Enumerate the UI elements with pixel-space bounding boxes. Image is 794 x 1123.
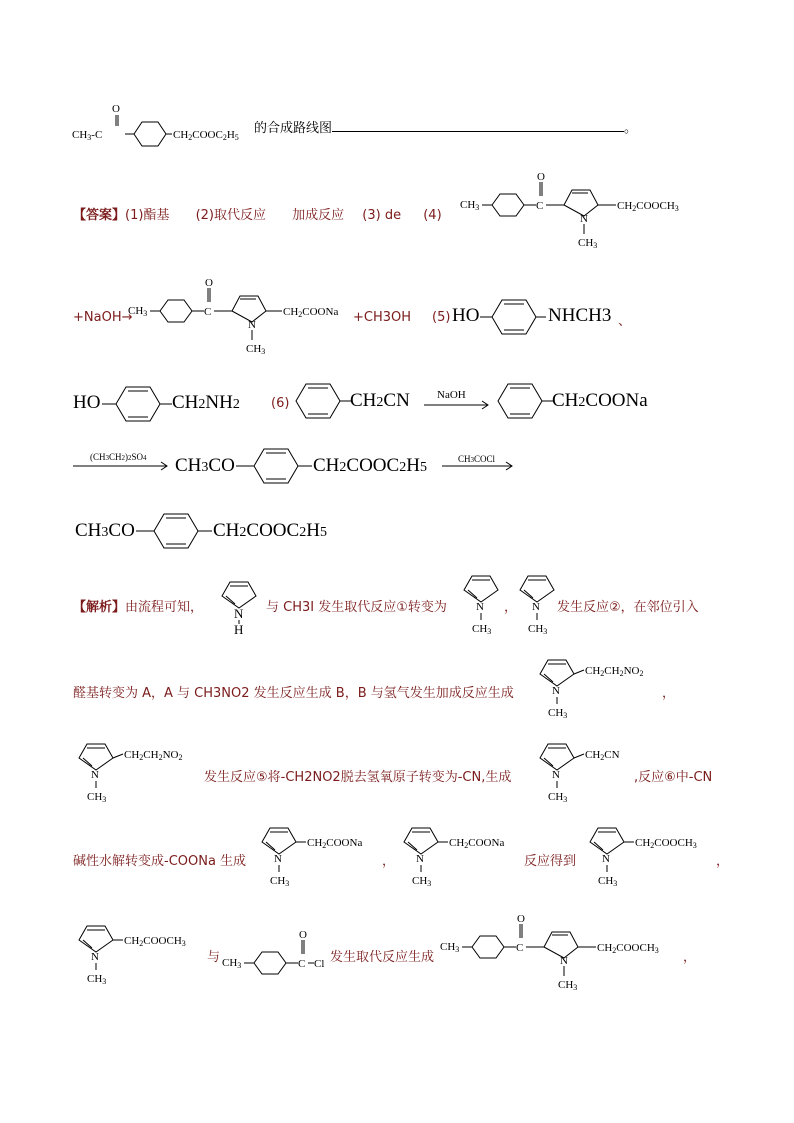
methylester-pyrrole-2 bbox=[73, 918, 213, 990]
final-product bbox=[440, 910, 680, 992]
p5-benzene bbox=[480, 294, 550, 340]
analysis-t5: 醛基转变为 A，A 与 CH3NO2 发生反应生成 B，B 与氢气发生加成反应生成 bbox=[73, 686, 514, 701]
ester-ring-1 bbox=[236, 443, 318, 489]
svg-text:CH3: CH3 bbox=[412, 875, 432, 888]
ch3co-text: CH3CO bbox=[175, 455, 235, 476]
svg-text:CH3: CH3 bbox=[270, 875, 290, 888]
benzylamine-ring bbox=[102, 381, 178, 427]
arrow-3 bbox=[442, 461, 518, 471]
product-ester: CH2COOC2H5 bbox=[213, 520, 327, 541]
svg-text:CH2COONa: CH2COONa bbox=[449, 837, 505, 850]
svg-text:CH3: CH3 bbox=[472, 623, 492, 636]
naoh-text: +NaOH→ bbox=[73, 310, 133, 325]
svg-text:N: N bbox=[560, 955, 568, 967]
ch2nh2-text: CH2NH2 bbox=[172, 392, 240, 413]
analysis-t14: 发生取代反应生成 bbox=[330, 950, 435, 965]
svg-text:CH2CH2NO2: CH2CH2NO2 bbox=[124, 749, 183, 762]
naoh-reagent: NaOH bbox=[437, 389, 466, 401]
pyrrole-ester-structure bbox=[460, 172, 700, 254]
svg-text:N: N bbox=[532, 601, 540, 613]
svg-text:O: O bbox=[537, 171, 545, 183]
p6-label: (6) bbox=[271, 396, 290, 411]
p5-label: (5) bbox=[432, 310, 451, 325]
arrow-1 bbox=[424, 400, 496, 410]
svg-text:CH2COOC2H5: CH2COOC2H5 bbox=[173, 129, 239, 142]
svg-text:CH3: CH3 bbox=[460, 199, 480, 212]
intro-text: 的合成路线图 。 bbox=[254, 121, 638, 136]
svg-text:CH3-C: CH3-C bbox=[72, 129, 103, 142]
pyrrole-nh bbox=[214, 574, 264, 636]
svg-text:CH2COONa: CH2COONa bbox=[307, 837, 363, 850]
ch2coona-text: CH2COONa bbox=[552, 390, 648, 411]
ch2cooc2h5-text: CH2COOC2H5 bbox=[313, 455, 427, 476]
svg-text:N: N bbox=[552, 769, 560, 781]
svg-text:CH3: CH3 bbox=[246, 343, 266, 356]
product-ch3co: CH3CO bbox=[75, 520, 135, 541]
analysis-t12: ， bbox=[716, 854, 730, 869]
svg-text:N: N bbox=[602, 853, 610, 865]
target-structure bbox=[70, 100, 260, 150]
svg-text:H: H bbox=[234, 622, 244, 637]
svg-text:N: N bbox=[91, 769, 99, 781]
p5-nhch3: NHCH3 bbox=[548, 305, 612, 326]
svg-text:N: N bbox=[580, 213, 588, 225]
analysis-t2: 与 CH3I 发生取代反应①转变为 bbox=[266, 600, 447, 615]
analysis-t11: 反应得到 bbox=[524, 854, 577, 869]
svg-text:C: C bbox=[204, 306, 212, 318]
p5-ho: HO bbox=[452, 305, 480, 326]
analysis-t4: 发生反应②，在邻位引入 bbox=[557, 600, 699, 615]
analysis-t7: 发生反应⑤将-CH2NO2脱去氢氧原子转变为-CN,生成 bbox=[204, 770, 512, 785]
svg-text:CH2COOCH3: CH2COOCH3 bbox=[617, 200, 679, 213]
svg-text:N: N bbox=[91, 951, 99, 963]
svg-text:N: N bbox=[248, 319, 256, 331]
svg-text:N: N bbox=[552, 685, 560, 697]
ho-text: HO bbox=[73, 392, 101, 413]
svg-text:CH2COOCH3: CH2COOCH3 bbox=[597, 942, 659, 955]
analysis-t15: ， bbox=[683, 950, 697, 965]
cyanomethyl-pyrrole bbox=[534, 736, 634, 806]
reagent-2: CH3COCl bbox=[458, 454, 496, 464]
svg-text:O: O bbox=[205, 277, 213, 289]
acetate-pyrrole-2 bbox=[398, 820, 528, 892]
acetate-pyrrole-1 bbox=[256, 820, 386, 892]
svg-text:CH3: CH3 bbox=[528, 623, 548, 636]
svg-text:CH3: CH3 bbox=[548, 791, 568, 804]
svg-text:CH2CN: CH2CN bbox=[585, 749, 620, 762]
svg-text:N: N bbox=[476, 601, 484, 613]
svg-text:CH2CH2NO2: CH2CH2NO2 bbox=[585, 665, 644, 678]
svg-text:N: N bbox=[234, 606, 244, 621]
svg-text:CH3: CH3 bbox=[598, 875, 618, 888]
arrow-2 bbox=[73, 461, 173, 471]
toluoyl-chloride bbox=[222, 926, 332, 976]
p5-sep: 、 bbox=[618, 314, 632, 329]
ch3oh-text: +CH3OH bbox=[353, 310, 412, 325]
svg-text:CH2COOCH3: CH2COOCH3 bbox=[635, 837, 697, 850]
svg-text:CH3: CH3 bbox=[548, 707, 568, 720]
answer-line: 【答案】(1)酯基 (2)取代反应 加成反应 (3) de (4) bbox=[73, 208, 442, 223]
svg-text:Cl: Cl bbox=[314, 958, 325, 970]
methylester-pyrrole-1 bbox=[584, 820, 724, 892]
carbonyl-o: O bbox=[112, 103, 120, 115]
svg-text:CH2COONa: CH2COONa bbox=[283, 306, 339, 319]
analysis-t10: ， bbox=[382, 854, 396, 869]
pyrrole-sodium-structure bbox=[128, 270, 358, 360]
svg-text:C: C bbox=[536, 200, 544, 212]
ester-ring-2 bbox=[136, 508, 218, 554]
svg-text:CH3: CH3 bbox=[558, 979, 578, 992]
analysis-t13: 与 bbox=[207, 950, 221, 965]
analysis-t3: ， bbox=[504, 600, 518, 615]
svg-text:CH3: CH3 bbox=[128, 305, 148, 318]
svg-text:CH3: CH3 bbox=[440, 941, 460, 954]
svg-text:O: O bbox=[299, 929, 307, 941]
svg-text:CH3: CH3 bbox=[578, 237, 598, 250]
svg-text:N: N bbox=[416, 853, 424, 865]
n-methylpyrrole-1 bbox=[458, 570, 506, 636]
svg-text:CH3: CH3 bbox=[87, 973, 107, 986]
ch2cn-text: CH2CN bbox=[350, 390, 410, 411]
svg-text:CH3: CH3 bbox=[222, 957, 242, 970]
analysis-t6: ， bbox=[662, 686, 676, 701]
svg-text:C: C bbox=[298, 958, 306, 970]
svg-text:O: O bbox=[517, 913, 525, 925]
svg-text:N: N bbox=[274, 853, 282, 865]
n-methylpyrrole-2 bbox=[514, 570, 562, 636]
analysis-t8: ,反应⑥中-CN bbox=[634, 770, 713, 785]
analysis-t9: 碱性水解转变成-COONa 生成 bbox=[73, 854, 247, 869]
svg-text:CH3: CH3 bbox=[87, 791, 107, 804]
nitroethyl-pyrrole-2 bbox=[73, 736, 203, 806]
nitroethyl-pyrrole-1 bbox=[534, 652, 664, 722]
svg-text:CH2COOCH3: CH2COOCH3 bbox=[124, 935, 186, 948]
reagent-1: (CH3CH2)2SO4 bbox=[90, 452, 147, 462]
svg-text:C: C bbox=[516, 942, 524, 954]
analysis-start: 【解析】由流程可知， bbox=[73, 600, 204, 615]
